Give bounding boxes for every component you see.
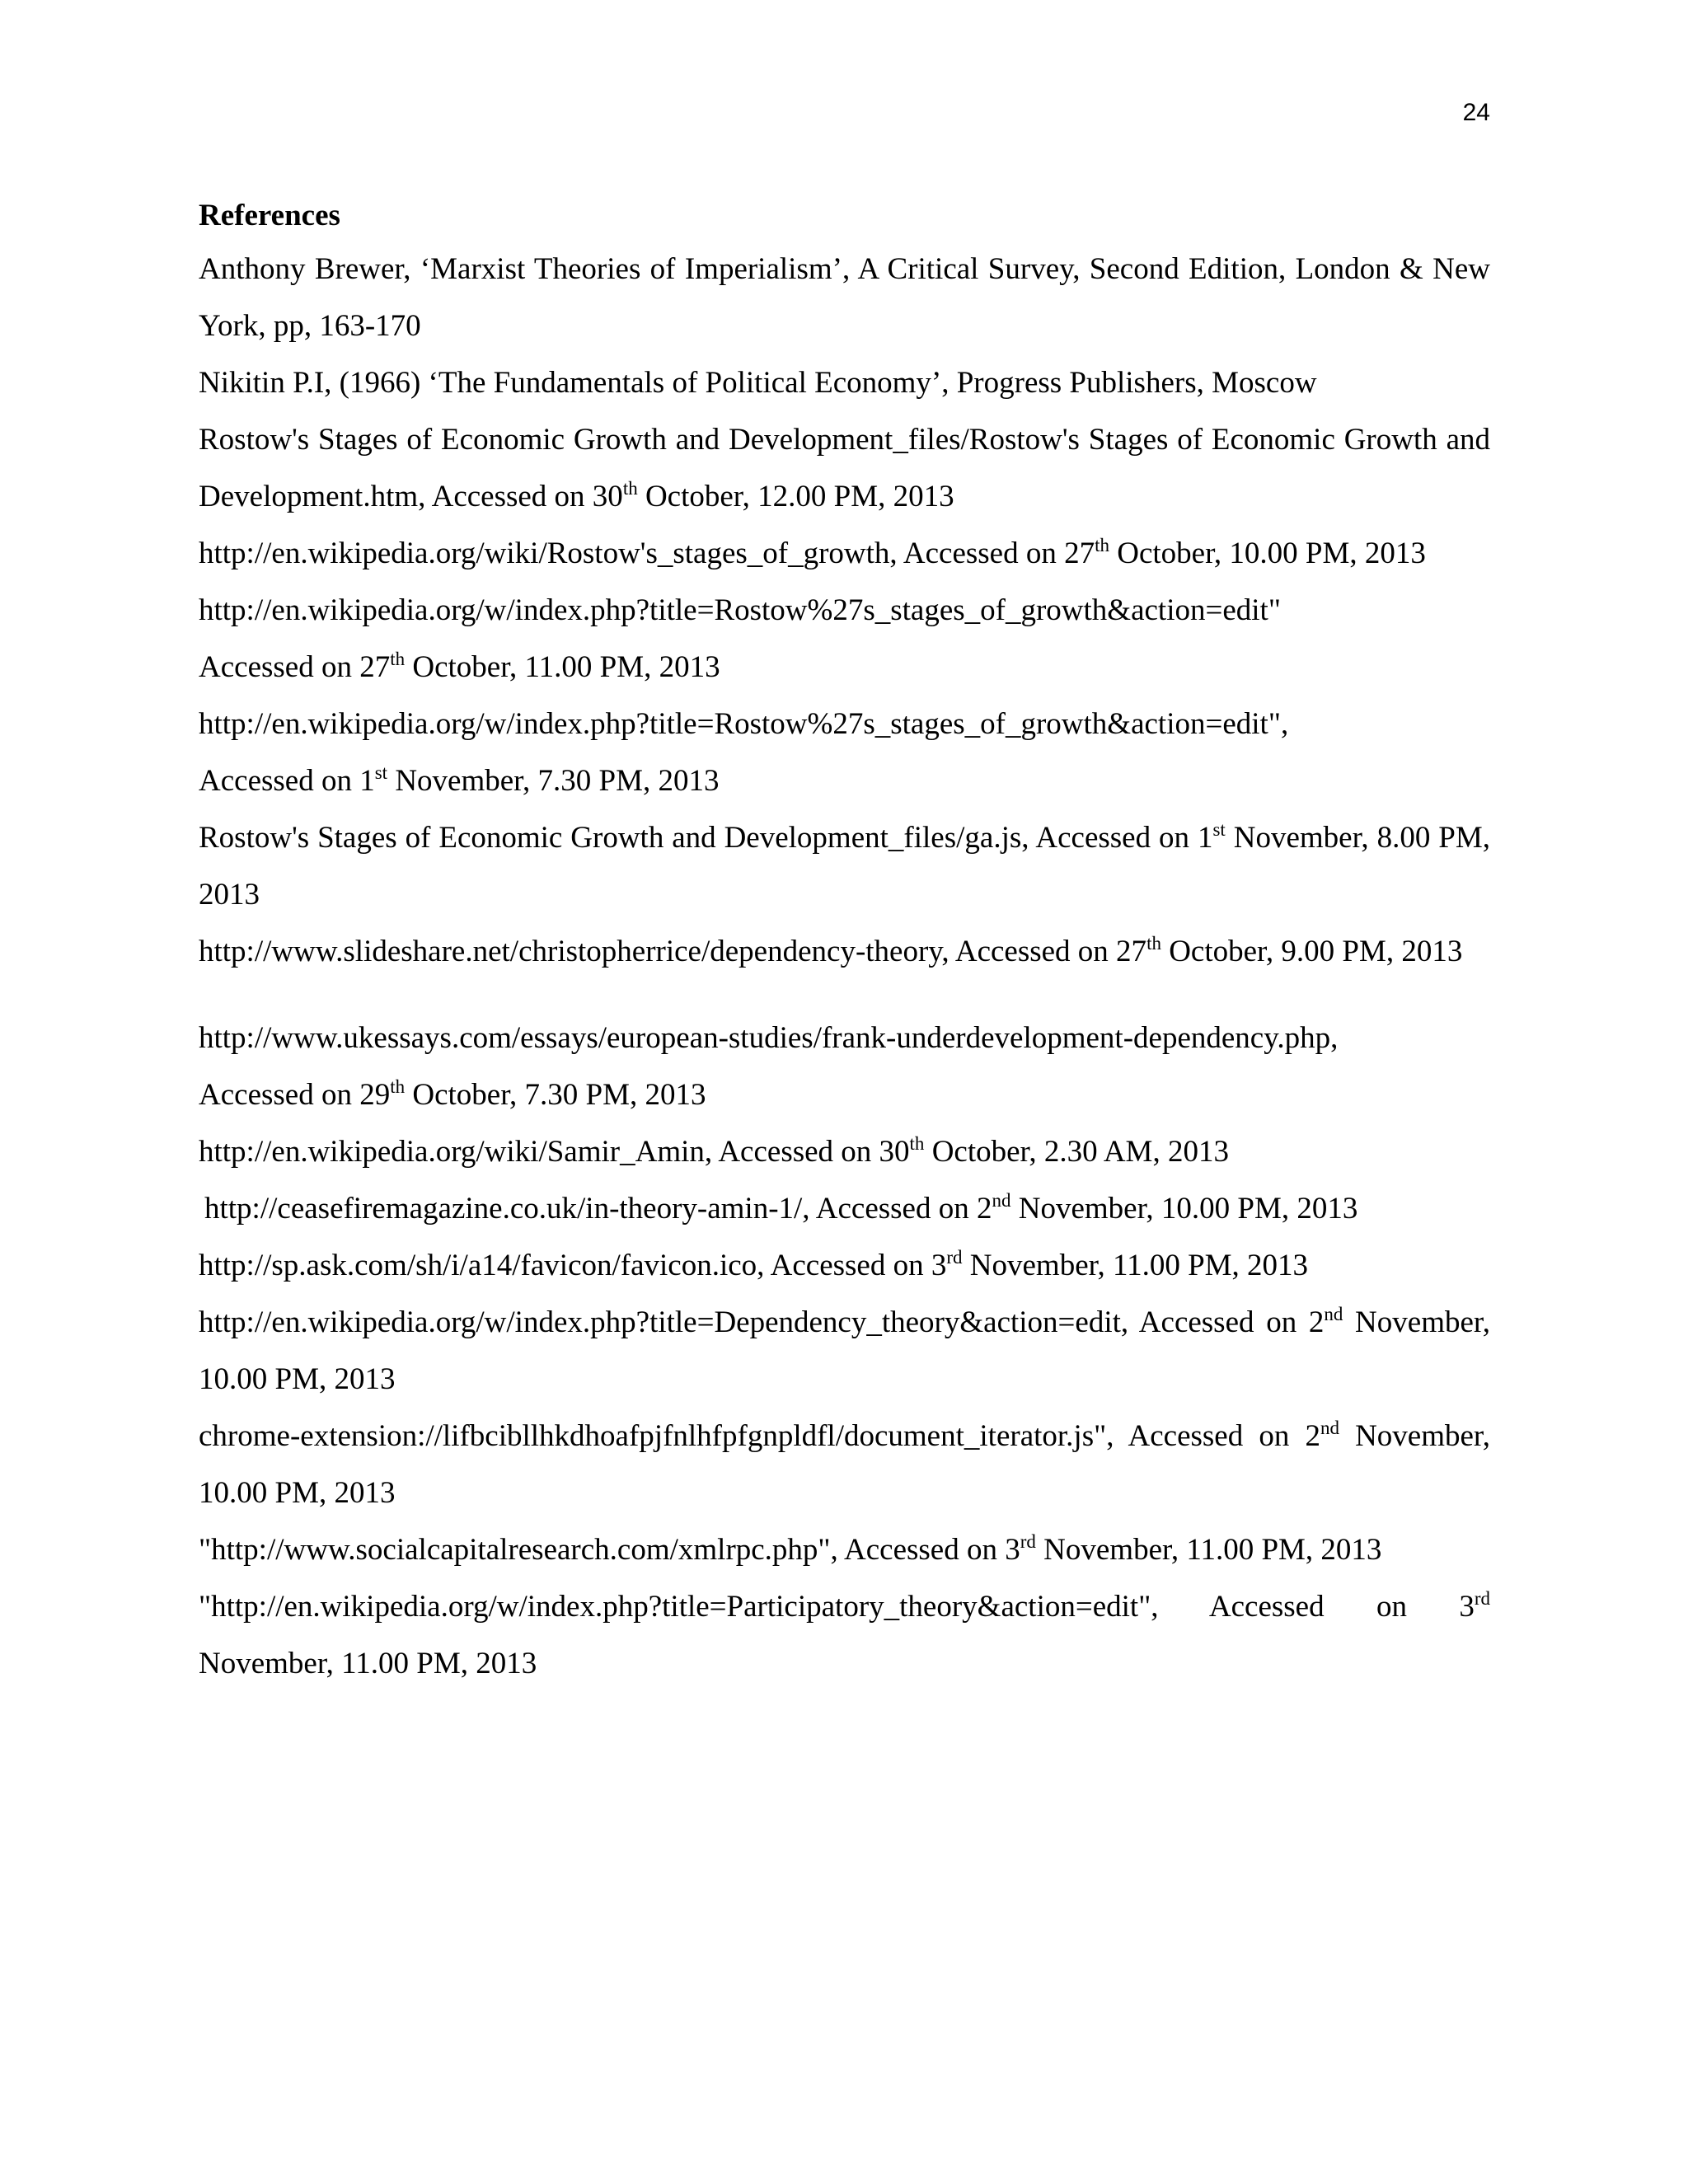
ordinal-suffix: rd: [1474, 1588, 1490, 1609]
reference-text: Anthony Brewer, ‘Marxist Theories of Imperialism’, A Critical Survey, Second Edition, London & New York, pp, 163-170: [199, 252, 1490, 343]
ordinal-suffix: st: [1212, 819, 1226, 840]
reference-link: http://en.wikipedia.org/w/index.php?title=Dependency_theory&action=edit, Accessed on 2: [199, 1305, 1325, 1339]
page-number: 24: [1462, 99, 1490, 126]
reference-entry: [199, 809, 1490, 923]
reference-entry: [199, 411, 1490, 525]
reference-text: Nikitin P.I, (1966) ‘The Fundamentals of Political Economy’, Progress Publishers, Moscow: [199, 366, 1317, 400]
reference-entry: [199, 1010, 1490, 1066]
reference-link: http://www.slideshare.net/christopherrice/dependency-theory, Accessed on 27: [199, 935, 1147, 968]
reference-entry: [199, 1123, 1490, 1180]
reference-text: October, 9.00 PM, 2013: [1160, 935, 1463, 968]
ordinal-suffix: th: [390, 1076, 406, 1097]
reference-link: http://www.ukessays.com/essays/european-studies/frank-underdevelopment-dependency.php,: [199, 1021, 1339, 1055]
reference-text: November, 11.00 PM, 2013: [1035, 1533, 1382, 1567]
ordinal-suffix: st: [374, 762, 388, 783]
reference-entry: [199, 639, 1490, 696]
ordinal-suffix: th: [622, 478, 638, 499]
reference-entry: [199, 1180, 1490, 1237]
reference-entry: [199, 241, 1490, 354]
ordinal-suffix: th: [1095, 535, 1109, 555]
reference-link: http://sp.ask.com/sh/i/a14/favicon/favicon.ico, Accessed on 3: [199, 1249, 947, 1282]
ordinal-suffix: th: [1146, 933, 1161, 954]
reference-text: November, 10.00 PM, 2013: [199, 1419, 1490, 1510]
ordinal-suffix: nd: [992, 1190, 1011, 1211]
ordinal-suffix: nd: [1320, 1418, 1339, 1438]
reference-link: http://en.wikipedia.org/wiki/Samir_Amin, Accessed on 30: [199, 1135, 910, 1169]
reference-text: Accessed on 29: [199, 1078, 391, 1112]
reference-link: chrome-extension://lifbcibllhkdhoafpjfnlhfpfgnpldfl/document_iterator.js", Accessed on 2: [199, 1419, 1320, 1453]
reference-text: October, 10.00 PM, 2013: [1109, 537, 1426, 570]
reference-text: Accessed on 1: [199, 764, 375, 798]
reference-link: http://ceasefiremagazine.co.uk/in-theory-amin-1/, Accessed on 2: [204, 1192, 992, 1226]
reference-entry: [199, 1521, 1490, 1578]
reference-link: http://en.wikipedia.org/wiki/Rostow's_stages_of_growth, Accessed on 27: [199, 537, 1095, 570]
reference-entry: [199, 1066, 1490, 1123]
reference-text: Rostow's Stages of Economic Growth and Development_files/Rostow's Stages of Economic Growth and Development.htm, Accessed on 30: [199, 423, 1490, 513]
reference-entry: [199, 1237, 1490, 1294]
reference-text: October, 7.30 PM, 2013: [405, 1078, 706, 1112]
ordinal-suffix: th: [909, 1133, 925, 1154]
ordinal-suffix: rd: [1020, 1531, 1036, 1552]
reference-text: Accessed on 27: [199, 650, 391, 684]
reference-text: November, 11.00 PM, 2013: [962, 1249, 1309, 1282]
reference-link: "http://en.wikipedia.org/w/index.php?title=Participatory_theory&action=edit", Accessed on 3: [199, 1590, 1475, 1624]
reference-entry: [199, 923, 1490, 980]
reference-entry: [199, 582, 1490, 639]
reference-text: November, 11.00 PM, 2013: [199, 1647, 537, 1680]
reference-entry: [199, 1408, 1490, 1521]
reference-text: October, 11.00 PM, 2013: [405, 650, 720, 684]
references-heading: References: [199, 199, 340, 232]
reference-text: November, 10.00 PM, 2013: [199, 1305, 1490, 1396]
reference-text: Rostow's Stages of Economic Growth and Development_files/ga.js, Accessed on 1: [199, 821, 1213, 855]
reference-entry: [199, 1294, 1490, 1408]
reference-link: http://en.wikipedia.org/w/index.php?title=Rostow%27s_stages_of_growth&action=edit": [199, 593, 1281, 627]
reference-entry: [199, 752, 1490, 809]
ordinal-suffix: rd: [946, 1247, 963, 1268]
reference-text: November, 10.00 PM, 2013: [1010, 1192, 1358, 1226]
reference-text: October, 12.00 PM, 2013: [637, 480, 954, 513]
reference-link: http://en.wikipedia.org/w/index.php?title=Rostow%27s_stages_of_growth&action=edit",: [199, 707, 1289, 741]
reference-entry: [199, 696, 1490, 752]
references-section: [199, 191, 1490, 1692]
ordinal-suffix: th: [390, 649, 406, 669]
reference-link: "http://www.socialcapitalresearch.com/xmlrpc.php", Accessed on 3: [199, 1533, 1020, 1567]
reference-entry: [199, 354, 1490, 411]
reference-text: October, 2.30 AM, 2013: [924, 1135, 1229, 1169]
reference-text: November, 8.00 PM, 2013: [199, 821, 1490, 912]
reference-text: November, 7.30 PM, 2013: [387, 764, 720, 798]
ordinal-suffix: nd: [1324, 1304, 1343, 1324]
reference-entry: [199, 525, 1490, 582]
reference-entry: [199, 1578, 1490, 1692]
